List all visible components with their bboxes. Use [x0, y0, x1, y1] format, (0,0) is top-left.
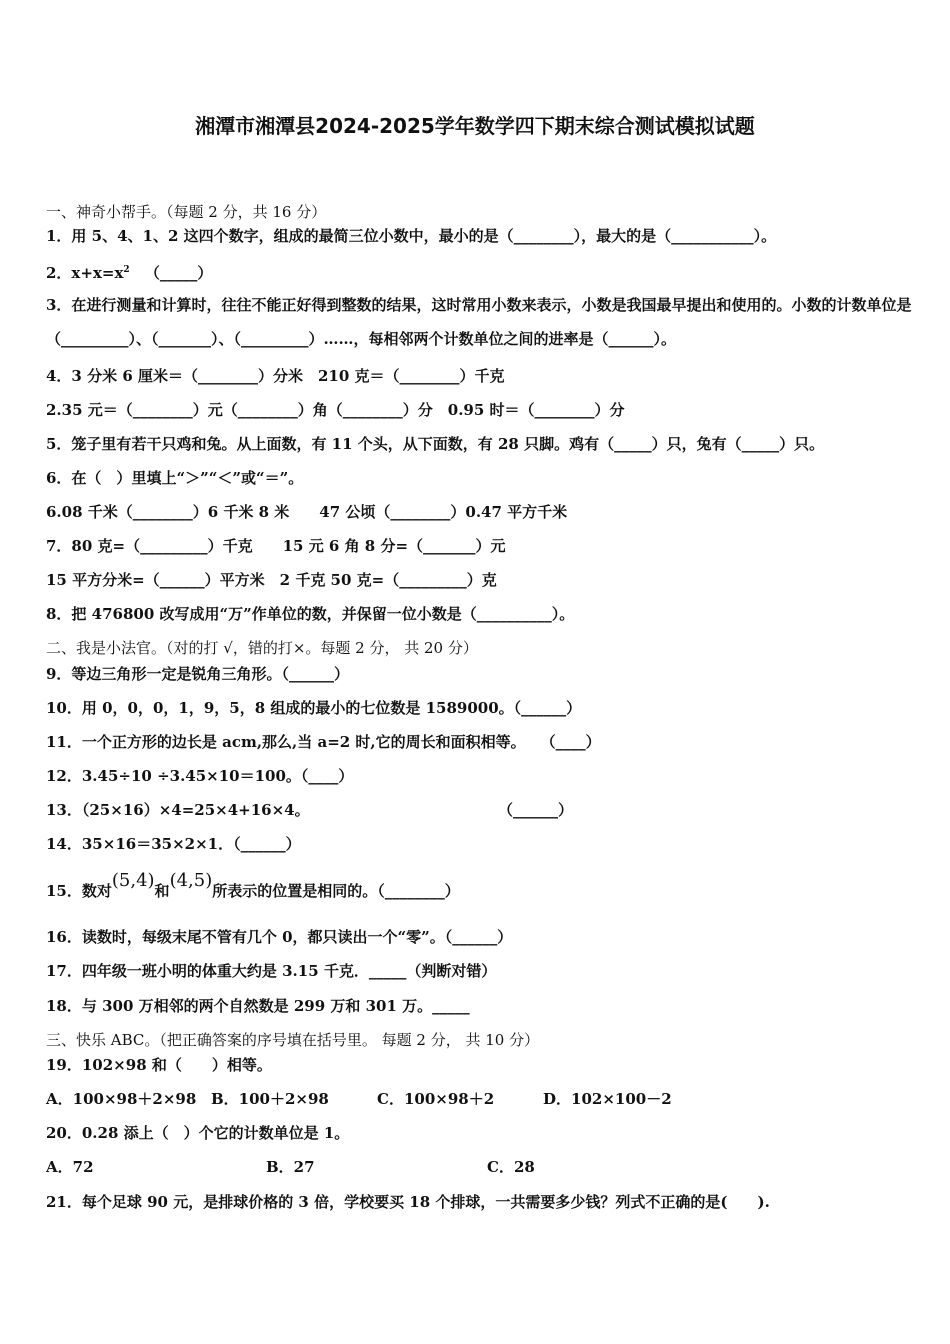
page-title: 湘潭市湘潭县2024-2025学年数学四下期末综合测试模拟试题	[195, 114, 755, 138]
question-5: 5．笼子里有若干只鸡和兔。从上面数，有 11 个头，从下面数，有 28 只脚。鸡有（_____）只，兔有（_____）只。	[46, 435, 825, 453]
question-15-text-b: 和	[154, 882, 170, 900]
question-20: 20．0.28 添上（ ）个它的计数单位是 1。	[46, 1124, 350, 1142]
question-2-exponent: 2	[123, 265, 130, 275]
question-4a: 4．3 分米 6 厘米＝（________）分米 210 克＝（________）千克	[46, 367, 505, 385]
question-7a: 7．80 克=（_________）千克 15 元 6 角 8 分=（_______）元	[46, 537, 506, 555]
section-heading-3: 三、快乐 ABC。（把正确答案的序号填在括号里。 每题 2 分， 共 10 分）	[46, 1031, 540, 1049]
question-2	[46, 259, 916, 284]
question-16: 16．读数时，每级末尾不管有几个 0，都只读出一个“零”。（______）	[46, 928, 513, 946]
section-heading-2: 二、我是小法官。（对的打 √，错的打×。每题 2 分， 共 20 分）	[46, 639, 478, 657]
question-12: 12．3.45÷10 ÷3.45×10＝100。（____）	[46, 767, 354, 785]
question-8: 8．把 476800 改写成用“万”作单位的数，并保留一位小数是（__________）。	[46, 605, 575, 623]
question-13-text: 13．（25×16）×4=25×4+16×4。	[46, 801, 310, 819]
question-11: 11．一个正方形的边长是 acm,那么,当 a=2 时,它的周长和面积相等。 （____）	[46, 733, 601, 751]
question-7b: 15 平方分米=（______）平方米 2 千克 50 克=（_________）克	[46, 571, 497, 589]
question-14: 14．35×16＝35×2×1．（______）	[46, 835, 301, 853]
question-4b: 2.35 元＝（________）元（________）角（________）分 0.95 时＝（________）分	[46, 401, 625, 419]
question-18: 18．与 300 万相邻的两个自然数是 299 万和 301 万。_____	[46, 997, 470, 1015]
question-15	[46, 870, 916, 902]
option-20-b: B．27	[266, 1158, 315, 1176]
section-heading-1: 一、神奇小帮手。（每题 2 分，共 16 分）	[46, 203, 327, 221]
question-13	[46, 799, 916, 821]
option-19-d: D．102×100－2	[543, 1090, 672, 1108]
question-15-pair-1: (5,4)	[111, 870, 155, 891]
question-15-text-a: 15．数对	[46, 882, 112, 900]
option-19-b: B．100＋2×98	[211, 1090, 329, 1108]
question-15-text-c: 所表示的位置是相同的。（________）	[212, 882, 460, 900]
question-6a: 6.08 千米（________）6 千米 8 米 47 公顷（________）0.47 平方千米	[46, 503, 568, 521]
question-15-pair-2: (4,5)	[169, 870, 213, 891]
question-17: 17．四年级一班小明的体重大约是 3.15 千克．_____（判断对错）	[46, 962, 497, 980]
question-10: 10．用 0，0，0，1，9，5，8 组成的最小的七位数是 1589000。（______）	[46, 699, 582, 717]
option-20-a: A．72	[46, 1158, 94, 1176]
question-9: 9．等边三角形一定是锐角三角形。（______）	[46, 665, 349, 683]
question-2-text: 2．x+x=x	[46, 264, 124, 282]
question-21: 21．每个足球 90 元，是排球价格的 3 倍，学校要买 18 个排球，一共需要多少钱？列式不正确的是( ).	[46, 1193, 770, 1211]
question-6: 6．在（ ）里填上“＞”“＜”或“＝”。	[46, 469, 304, 487]
option-20-c: C．28	[487, 1158, 535, 1176]
question-1: 1．用 5、4、1、2 这四个数字，组成的最简三位小数中，最小的是（________），最大的是（___________）。	[46, 227, 777, 245]
question-19: 19．102×98 和（ ）相等。	[46, 1056, 272, 1074]
option-19-c: C．100×98＋2	[377, 1090, 495, 1108]
option-19-a: A．100×98＋2×98	[46, 1090, 197, 1108]
question-2-blank: （_____）	[144, 264, 213, 282]
question-13-blank: （______）	[498, 801, 574, 819]
question-3: 3．在进行测量和计算时，往往不能正好得到整数的结果，这时常用小数来表示，小数是我国最早提出和使用的。小数的计数单位是（_________）、（_______）、（_________）……，每相邻两个计数单位之间的进率是（______）。	[46, 296, 912, 348]
